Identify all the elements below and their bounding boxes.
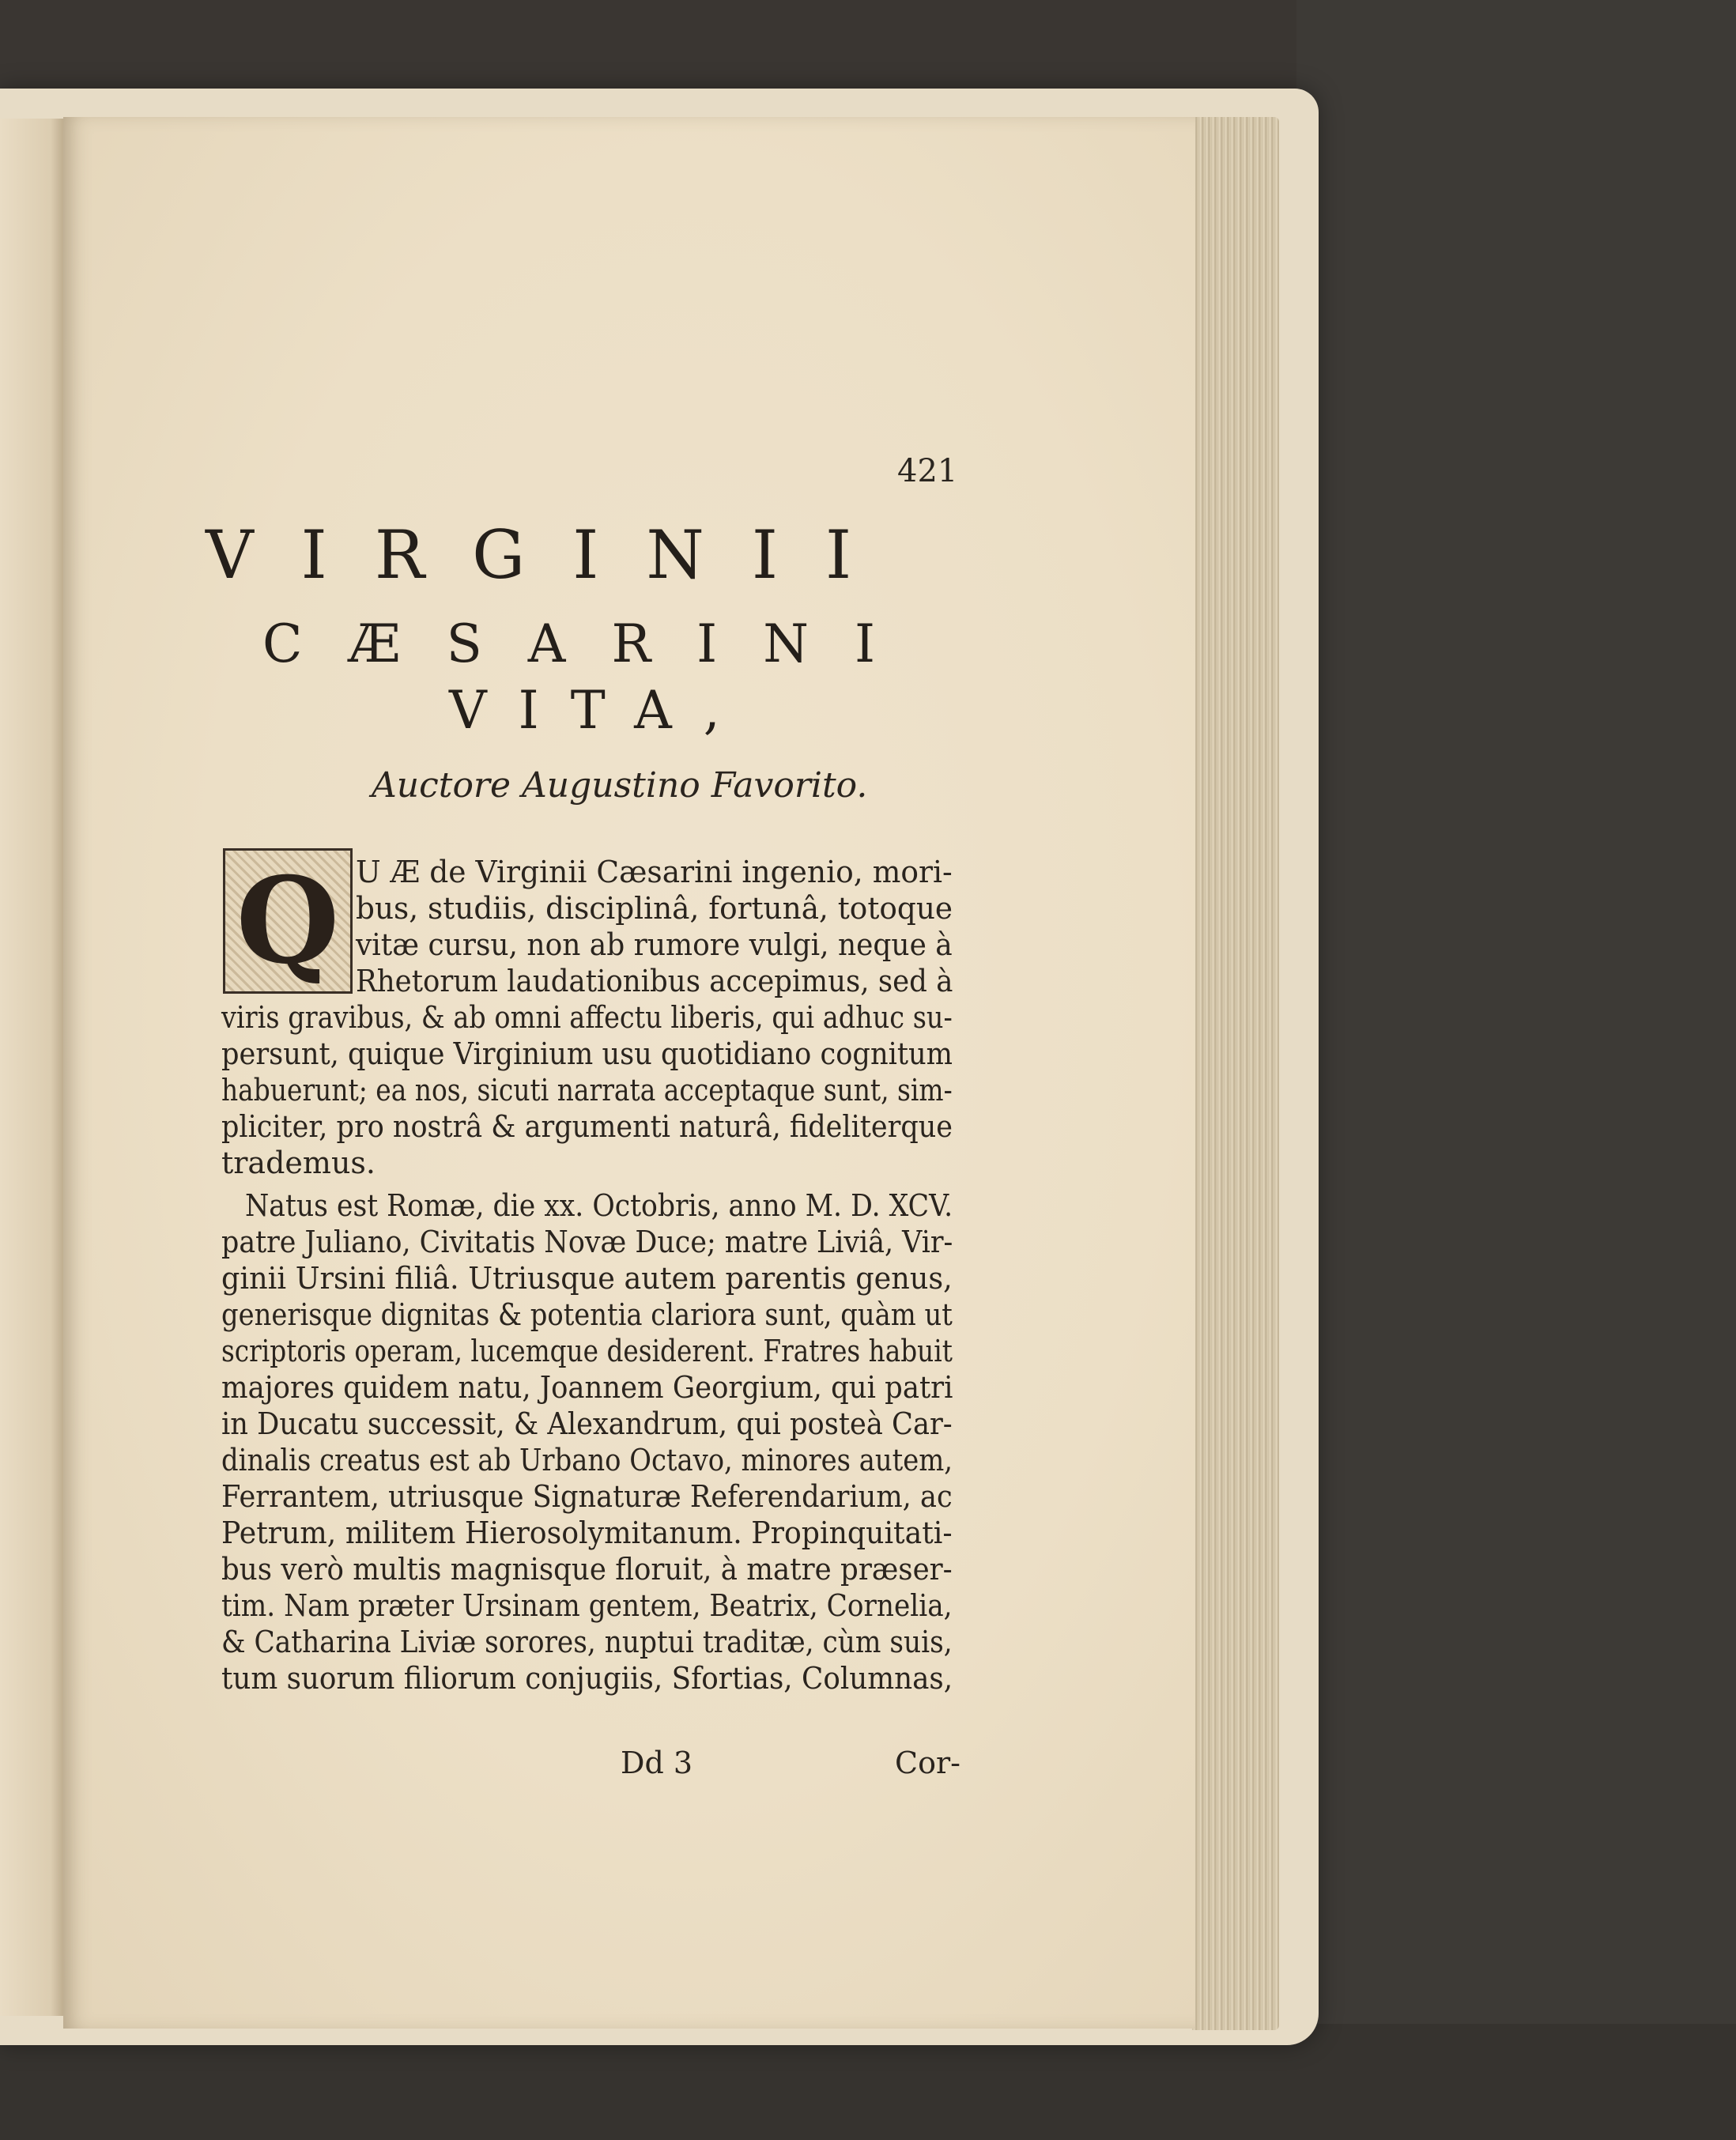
text-line: vitæ cursu, non ab rumore vulgi, neque à: [356, 927, 953, 962]
page-number: 421: [897, 453, 958, 489]
signature-mark: Dd 3: [621, 1746, 693, 1780]
text-line: Petrum, militem Hierosolymitanum. Propinquitati-: [221, 1515, 953, 1550]
text-line: patre Juliano, Civitatis Novæ Duce; matre Liviâ, Vir-: [221, 1225, 953, 1259]
text-line: tum suorum filiorum conjugiis, Sfortias, Columnas,: [221, 1661, 953, 1696]
decorated-initial: [223, 848, 353, 994]
text-line: trademus.: [221, 1145, 376, 1180]
text-line: ginii Ursini filiâ. Utriusque autem parentis genus,: [221, 1261, 953, 1296]
text-line: U Æ de Virginii Cæsarini ingenio, mori-: [356, 855, 953, 889]
book-page: [63, 117, 1195, 2029]
page-edges: [1192, 117, 1279, 2030]
text-line: Ferrantem, utriusque Signaturæ Referendarium, ac: [221, 1479, 953, 1514]
text-line: bus, studiis, disciplinâ, fortunâ, totoque: [356, 891, 953, 926]
text-line: habuerunt; ea nos, sicuti narrata acceptaque sunt, sim-: [221, 1073, 953, 1108]
text-line: bus verò multis magnisque floruit, à matre præser-: [221, 1552, 953, 1587]
author-line: Auctore Augustino Favorito.: [372, 765, 868, 806]
text-line: Natus est Romæ, die xx. Octobris, anno M. D. XCV.: [245, 1188, 953, 1223]
text-line: Rhetorum laudationibus accepimus, sed à: [356, 964, 953, 998]
initial-letter: Q: [236, 851, 340, 991]
text-line: majores quidem natu, Joannem Georgium, qui patri: [221, 1370, 953, 1405]
text-line: tim. Nam præter Ursinam gentem, Beatrix, Cornelia,: [221, 1588, 953, 1623]
text-line: generisque dignitas & potentia clariora sunt, quàm ut: [221, 1297, 953, 1332]
text-line: pliciter, pro nostrâ & argumenti naturâ, fideliterque: [221, 1109, 953, 1144]
title-line-1: VIRGINII: [206, 516, 900, 594]
text-line: viris gravibus, & ab omni affectu liberis, qui adhuc su-: [221, 1000, 953, 1035]
text-line: dinalis creatus est ab Urbano Octavo, minores autem,: [221, 1443, 953, 1478]
text-line: in Ducatu successit, & Alexandrum, qui posteà Car-: [221, 1406, 953, 1441]
text-line: scriptoris operam, lucemque desiderent. Fratres habuit: [221, 1334, 953, 1368]
title-line-2: CÆSARINI: [262, 613, 922, 674]
backdrop: [1296, 0, 1736, 2140]
text-line: persunt, quique Virginium usu quotidiano cognitum: [221, 1036, 953, 1071]
title-line-3: VITA,: [449, 680, 752, 741]
text-line: & Catharina Liviæ sorores, nuptui traditæ, cùm suis,: [221, 1625, 953, 1659]
page-footer: [621, 1746, 960, 1781]
previous-page-edge: [0, 119, 63, 2016]
catchword: Cor-: [895, 1746, 960, 1780]
